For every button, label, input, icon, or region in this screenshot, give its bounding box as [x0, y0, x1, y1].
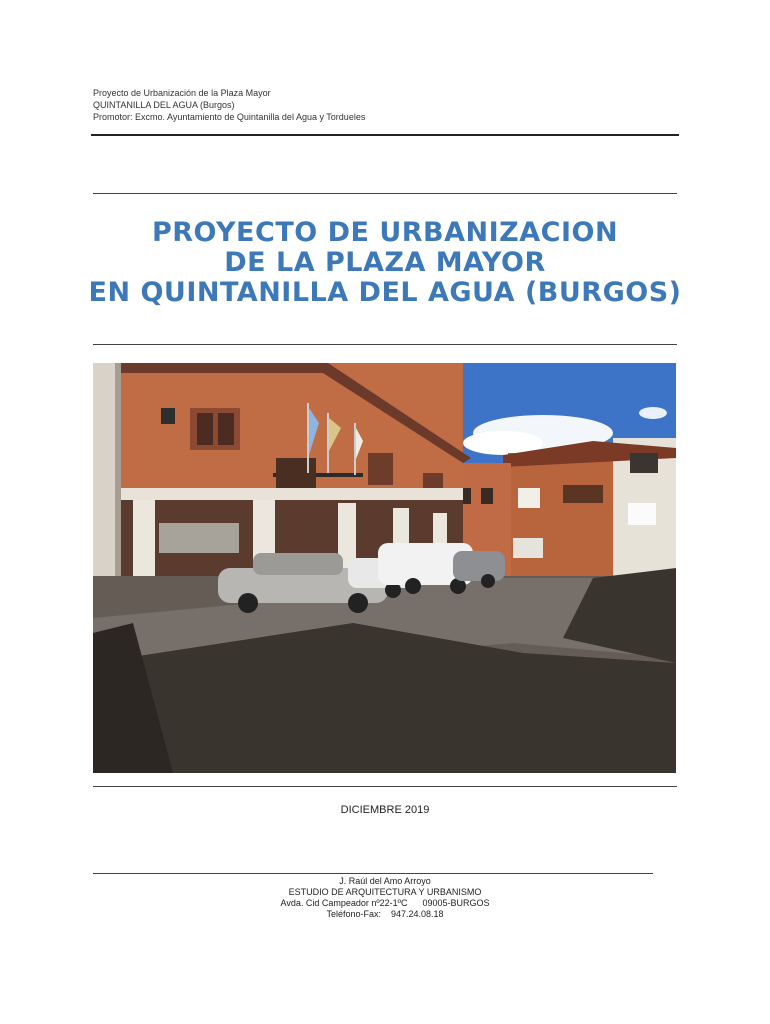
footer-address: Avda. Cid Campeador nº22-1ºC 09005-BURGOS	[280, 898, 490, 908]
document-header	[93, 87, 683, 123]
plaza-photo	[93, 363, 676, 773]
header-location-line: QUINTANILLA DEL AGUA (Burgos)	[93, 100, 235, 110]
footer-author: J. Raúl del Amo Arroyo	[339, 876, 431, 886]
title-line-3: EN QUINTANILLA DEL AGUA (BURGOS)	[88, 277, 682, 308]
header-promoter-line: Promotor: Excmo. Ayuntamiento de Quintanilla del Agua y Tordueles	[93, 112, 366, 122]
rule-above-footer	[93, 873, 653, 874]
header-rule	[91, 134, 679, 136]
document-title	[60, 218, 710, 308]
document-date: DICIEMBRE 2019	[340, 804, 430, 816]
title-line-1: PROYECTO DE URBANIZACION	[151, 217, 619, 248]
rule-above-title	[93, 193, 677, 194]
rule-below-title	[93, 344, 677, 345]
title-line-2: DE LA PLAZA MAYOR	[224, 247, 546, 278]
footer-phone: Teléfono-Fax: 947.24.08.18	[326, 909, 444, 919]
rule-below-photo	[93, 786, 677, 787]
header-project-line: Proyecto de Urbanización de la Plaza Mayor	[93, 88, 271, 98]
document-footer	[180, 876, 590, 920]
footer-studio: ESTUDIO DE ARQUITECTURA Y URBANISMO	[288, 887, 482, 897]
